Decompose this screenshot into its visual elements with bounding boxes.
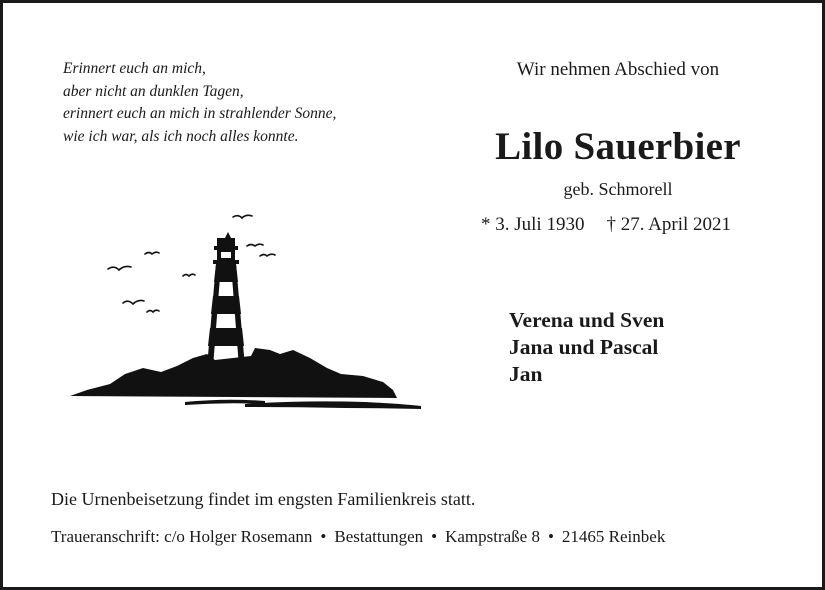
birth-date: * 3. Juli 1930 [481,214,585,235]
life-dates [481,214,771,236]
mourner: Verena und Sven [509,308,665,332]
lighthouse-icon [207,232,245,367]
mourner: Jan [509,362,543,386]
separator: • [320,527,327,546]
address-city: 21465 Reinbek [561,527,666,546]
death-date: † 27. April 2021 [606,214,732,235]
birth-name: geb. Schmorell [563,179,673,199]
seagull-icon [108,215,275,312]
poem-line: aber nicht an dunklen Tagen, [63,82,244,100]
poem-line: erinnert euch an mich in strahlender Sonne, [63,105,337,122]
separator: • [547,527,554,546]
address-contact: Traueranschrift: c/o Holger Rosemann [51,527,313,546]
lighthouse-illustration [65,208,425,418]
mourning-address [51,527,665,547]
farewell-intro: Wir nehmen Abschied von [516,59,720,80]
address-street: Kampstraße 8 [445,527,540,546]
mourners-list [509,307,664,388]
burial-note: Die Urnenbeisetzung findet im engsten Familienkreis statt. [51,489,476,509]
mourner: Jana und Pascal [509,335,659,359]
poem [63,58,443,148]
poem-line: wie ich war, als ich noch alles konnte. [63,127,299,145]
poem-line: Erinnert euch an mich, [63,60,206,77]
deceased-name: Lilo Sauerbier [495,125,741,168]
address-company: Bestattungen [334,527,424,546]
rocky-shore [70,348,421,409]
separator: • [431,527,438,546]
